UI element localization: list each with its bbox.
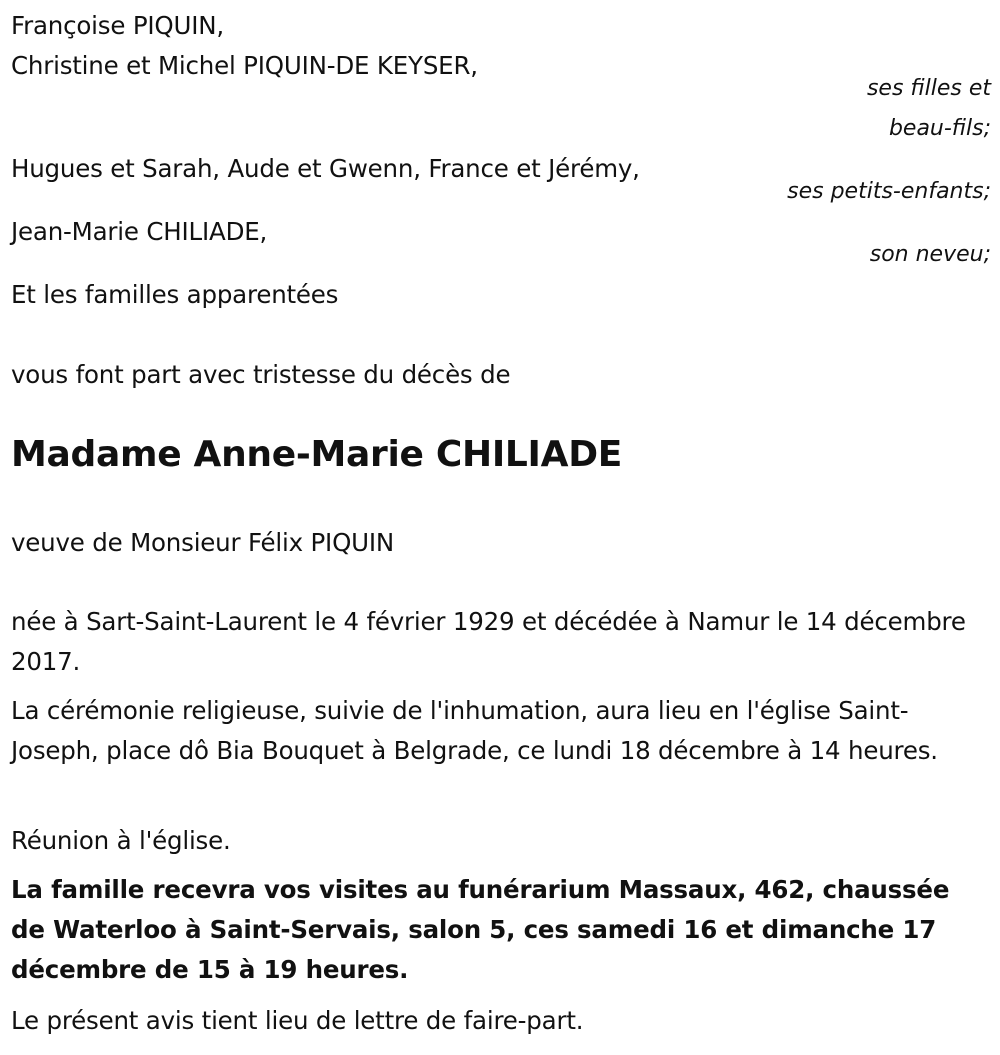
role-daughters-line-1: ses filles et bbox=[866, 76, 991, 101]
role-nephew: son neveu; bbox=[869, 242, 991, 267]
grandchildren-line: Hugues et Sarah, Aude et Gwenn, France et Jérémy, bbox=[11, 154, 640, 183]
relatives-line: Et les familles apparentées bbox=[11, 280, 339, 309]
family-member-line-1: Françoise PIQUIN, bbox=[11, 11, 224, 40]
nephew-line: Jean-Marie CHILIADE, bbox=[11, 217, 268, 246]
meeting-paragraph: Réunion à l'église. bbox=[11, 826, 231, 855]
birth-death-paragraph: née à Sart-Saint-Laurent le 4 février 1929 et décédée à Namur le 14 décembre 2017. bbox=[11, 607, 966, 676]
deceased-name: Madame Anne-Marie CHILIADE bbox=[11, 434, 623, 475]
closing-paragraph: Le présent avis tient lieu de lettre de faire-part. bbox=[11, 1006, 584, 1035]
widow-of-line: veuve de Monsieur Félix PIQUIN bbox=[11, 528, 395, 557]
role-daughters-line-2: beau-fils; bbox=[888, 116, 991, 141]
visits-paragraph: La famille recevra vos visites au funérarium Massaux, 462, chaussée de Waterloo à Saint-Servais, salon 5, ces samedi 16 et dimanche 17 décembre de 15 à 19 heures. bbox=[11, 875, 950, 984]
family-member-line-2: Christine et Michel PIQUIN-DE KEYSER, bbox=[11, 51, 478, 80]
ceremony-paragraph: La cérémonie religieuse, suivie de l'inhumation, aura lieu en l'église Saint-Joseph, place dô Bia Bouquet à Belgrade, ce lundi 18 décembre à 14 heures. bbox=[11, 696, 938, 765]
role-grandchildren: ses petits-enfants; bbox=[787, 179, 991, 204]
announcement-line: vous font part avec tristesse du décès de bbox=[11, 360, 511, 389]
